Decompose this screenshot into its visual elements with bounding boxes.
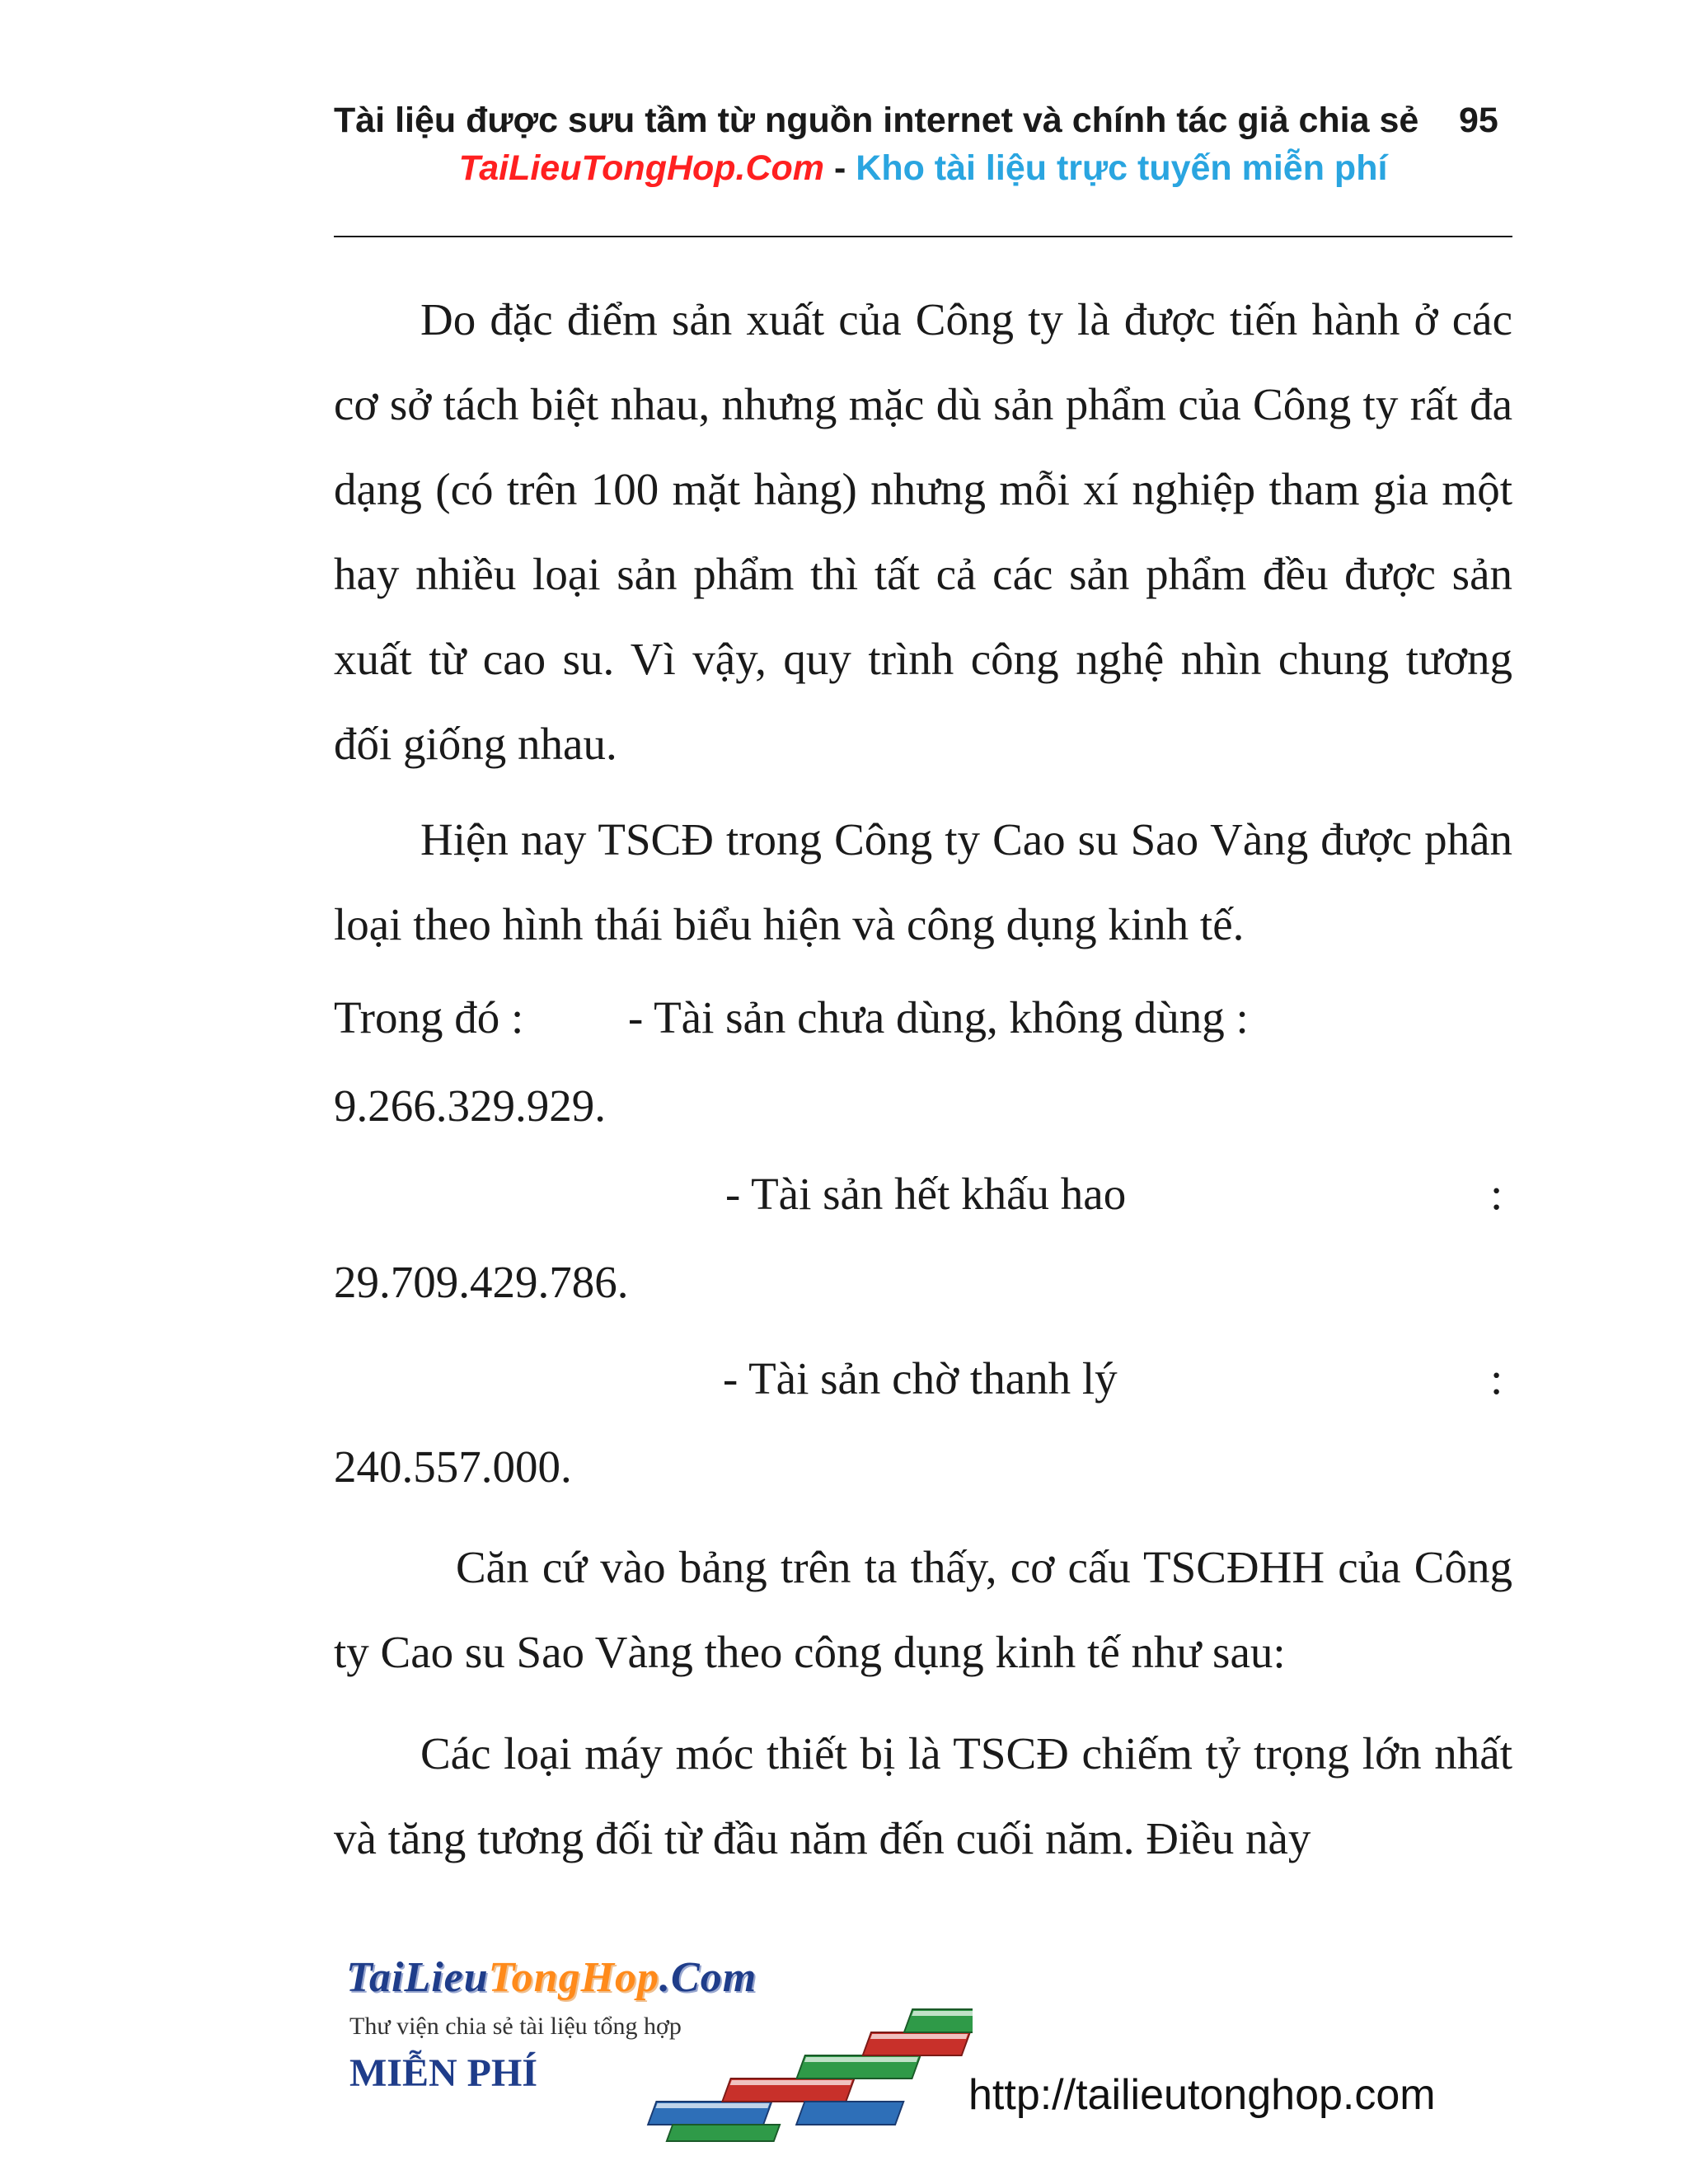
- item-liquidation-assets-value: 240.557.000.: [334, 1441, 572, 1492]
- header-site-line: [334, 145, 1512, 191]
- footer-website-url: http://tailieutonghop.com: [968, 2071, 1436, 2119]
- item-depreciated-assets-colon: :: [1490, 1169, 1503, 1219]
- item-liquidation-assets-colon: :: [1490, 1353, 1503, 1404]
- paragraph-classification: Hiện nay TSCĐ trong Công ty Cao su Sao Vàng được phân loại theo hình thái biểu hiện và công dụng kinh tế.: [334, 814, 1512, 949]
- header-tagline: Kho tài liệu trực tuyến miễn phí: [856, 148, 1388, 188]
- header-site-name: TaiLieuTongHop.Com: [458, 148, 825, 188]
- header-divider: [334, 236, 1512, 237]
- logo-free-label: MIỄN PHÍ: [349, 2051, 537, 2095]
- item-depreciated-assets-label: - Tài sản hết khấu hao: [725, 1169, 1127, 1219]
- item-depreciated-assets-value: 29.709.429.786.: [334, 1257, 629, 1307]
- item-unused-assets-label: - Tài sản chưa dùng, không dùng :: [628, 992, 1249, 1043]
- logo-subtitle: Thư viện chia sẻ tài liệu tổng hợp: [349, 2013, 682, 2040]
- list-intro: Trong đó :: [334, 992, 524, 1043]
- header-separator: -: [824, 148, 856, 188]
- footer-logo: [346, 1953, 964, 2135]
- paragraph-machinery: Các loại máy móc thiết bị là TSCĐ chiếm tỷ trọng lớn nhất và tăng tương đối từ đầu năm đến cuối năm. Điều này: [334, 1728, 1512, 1863]
- page-number: 95: [1459, 101, 1498, 140]
- item-liquidation-assets-label: - Tài sản chờ thanh lý: [723, 1353, 1118, 1404]
- item-unused-assets-value: 9.266.329.929.: [334, 1080, 606, 1131]
- paragraph-production: Do đặc điểm sản xuất của Công ty là được tiến hành ở các cơ sở tách biệt nhau, nhưng mặc dù sản phẩm của Công ty rất đa dạng (có trên 100 mặt hàng) nhưng mỗi xí nghiệp tham gia một hay nhiều loại sản phẩm thì tất cả các sản phẩm đều được sản xuất từ cao su. Vì vậy, quy trình công nghệ nhìn chung tương đối giống nhau.: [334, 294, 1512, 769]
- header-source-note: Tài liệu được sưu tầm từ nguồn internet và chính tác giả chia sẻ: [334, 101, 1419, 140]
- paragraph-structure: Căn cứ vào bảng trên ta thấy, cơ cấu TSCĐHH của Công ty Cao su Sao Vàng theo công dụng kinh tế như sau:: [334, 1542, 1512, 1677]
- logo-wordmark: TaiLieuTongHop.Com: [346, 1954, 757, 2001]
- book-stack-icon: [593, 2003, 973, 2143]
